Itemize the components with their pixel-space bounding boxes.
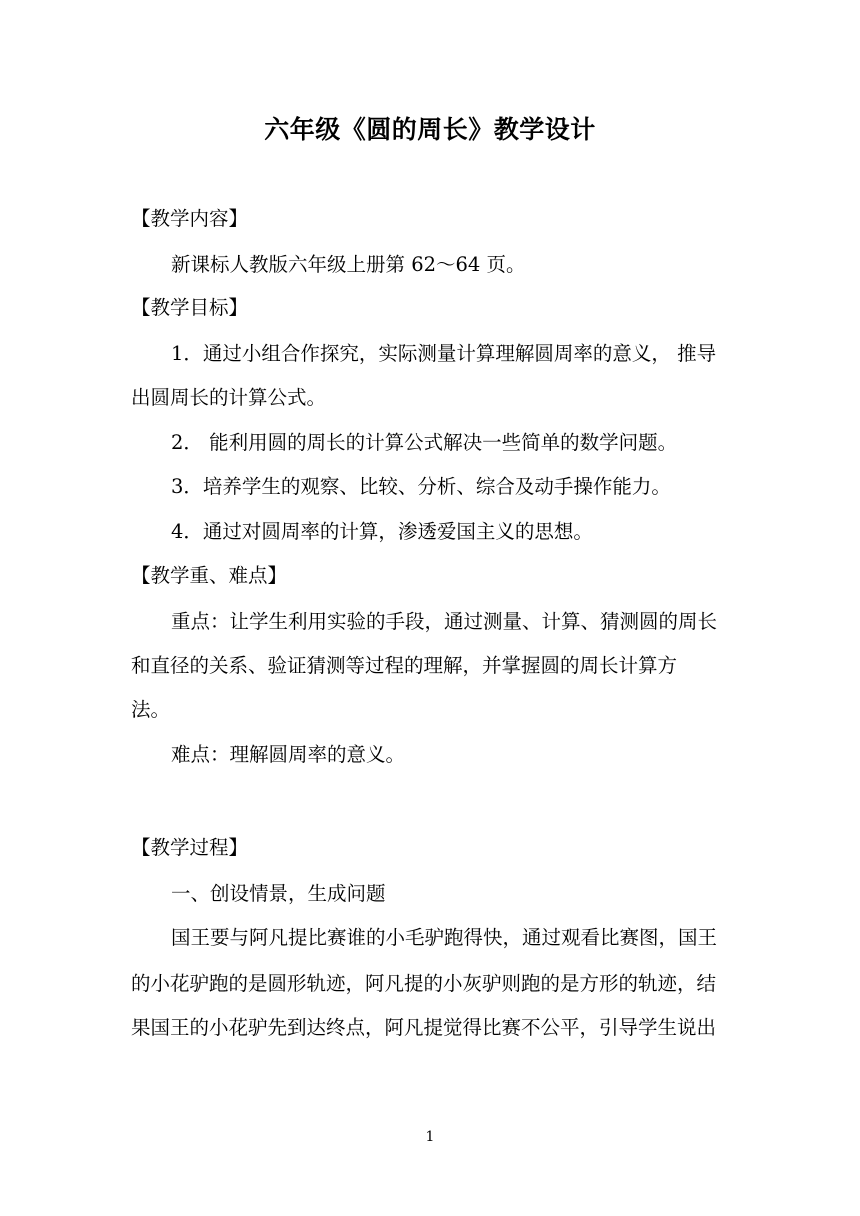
section-heading-objectives: 【教学目标】	[131, 296, 249, 319]
objective-1-line-2: 出圆周长的计算公式。	[131, 386, 327, 409]
objective-2: 2． 能利用圆的周长的计算公式解决一些简单的数学问题。	[171, 431, 678, 454]
process-step-1-heading: 一、创设情景，生成问题	[171, 882, 386, 905]
objective-4: 4．通过对圆周率的计算，渗透爱国主义的思想。	[171, 520, 593, 543]
section-heading-process: 【教学过程】	[131, 836, 249, 859]
paragraph-content: 新课标人教版六年级上册第 62～64 页。	[171, 253, 526, 276]
section-heading-content: 【教学内容】	[131, 207, 249, 230]
key-point-line-1: 重点：让学生利用实验的手段，通过测量、计算、猜测圆的周长	[171, 610, 718, 633]
objective-1-line-1: 1．通过小组合作探究，实际测量计算理解圆周率的意义， 推导	[171, 342, 717, 365]
key-point-line-3: 法。	[131, 698, 171, 721]
section-heading-key-points: 【教学重、难点】	[131, 564, 288, 587]
process-paragraph-line-2: 的小花驴跑的是圆形轨迹，阿凡提的小灰驴则跑的是方形的轨迹，结	[131, 972, 717, 995]
process-paragraph-line-1: 国王要与阿凡提比赛谁的小毛驴跑得快，通过观看比赛图，国王	[171, 926, 718, 949]
objective-3: 3．培养学生的观察、比较、分析、综合及动手操作能力。	[171, 475, 671, 498]
page-number: 1	[425, 1129, 435, 1145]
key-point-line-2: 和直径的关系、验证猜测等过程的理解，并掌握圆的周长计算方	[131, 654, 678, 677]
document-title: 六年级《圆的周长》教学设计	[264, 115, 596, 144]
difficult-point: 难点：理解圆周率的意义。	[171, 743, 406, 766]
process-paragraph-line-3: 果国王的小花驴先到达终点，阿凡提觉得比赛不公平，引导学生说出	[131, 1016, 717, 1039]
